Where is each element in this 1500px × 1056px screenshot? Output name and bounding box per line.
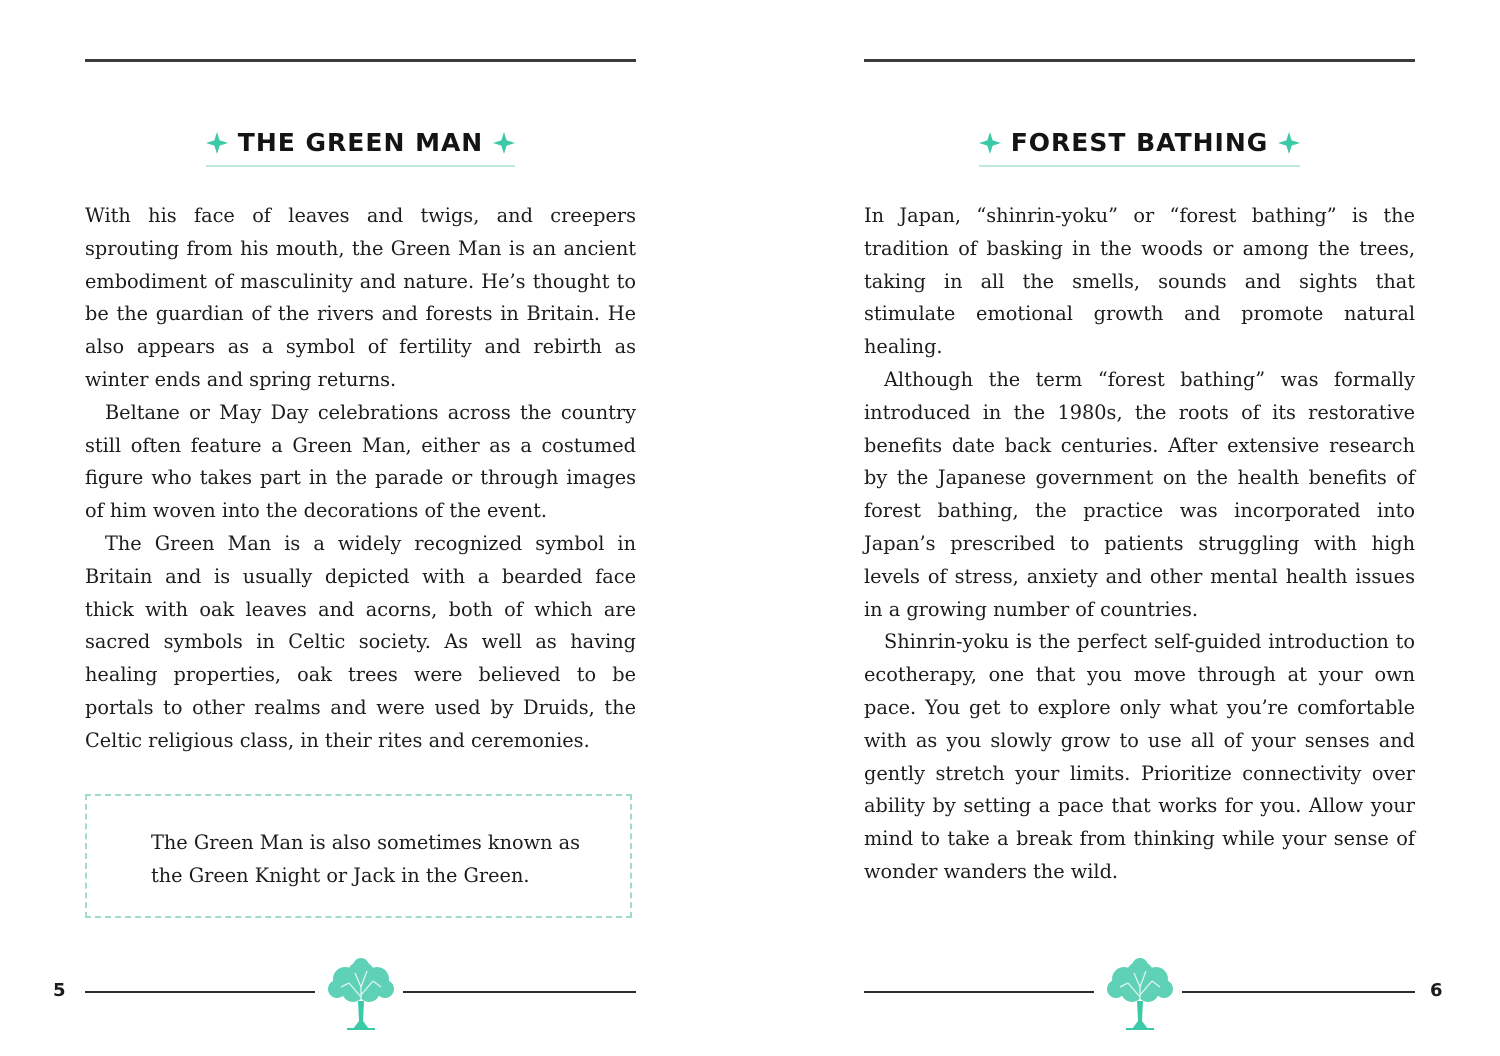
- paragraph: With his face of leaves and twigs, and creepers sprouting from his mouth, the Green Man is an ancient embodiment of masculinity and nature. He’s thought to be the guardian of the rivers and forests in Britain. He also appears as a symbol of fertility and rebirth as winter ends and spring returns.: [85, 204, 636, 391]
- footer-rule: [85, 991, 315, 993]
- tree-icon: [1104, 957, 1176, 1031]
- callout-box: [85, 794, 632, 918]
- top-rule: [85, 59, 636, 62]
- paragraph: Shinrin-yoku is the perfect self-guided introduction to ecotherapy, one that you move through at your own pace. You get to explore only what you’re comfortable with as you slowly grow to use all of your senses and gently stretch your limits. Prioritize connectivity over ability by setting a pace that works for you. Allow your mind to take a break from thinking while your sense of wonder wanders the wild.: [864, 630, 1415, 883]
- left-page: [53, 0, 636, 1056]
- right-page: [864, 0, 1443, 1056]
- tree-icon: [325, 957, 397, 1031]
- paragraph: Although the term “forest bathing” was formally introduced in the 1980s, the roots of its restorative benefits date back centuries. After extensive research by the Japanese government on the health benefits of forest bathing, the practice was incorporated into Japan’s prescribed to patients struggling with high levels of stress, anxiety and other mental health issues in a growing number of countries.: [864, 367, 1415, 621]
- four-point-star-icon: [493, 132, 515, 154]
- paragraph: In Japan, “shinrin-yoku” or “forest bathing” is the tradition of basking in the woods or among the trees, taking in all the smells, sounds and sights that stimulate emotional growth and promote natural healing.: [864, 204, 1415, 359]
- four-point-star-icon: [1278, 132, 1300, 154]
- footer-rule: [403, 991, 636, 993]
- four-point-star-icon: [979, 132, 1001, 154]
- paragraph: The Green Man is a widely recognized symbol in Britain and is usually depicted with a bearded face thick with oak leaves and acorns, both of which are sacred symbols in Celtic society. As well as having healing properties, oak trees were believed to be portals to other realms and were used by Druids, the Celtic religious class, in their rites and ceremonies.: [85, 531, 636, 752]
- four-point-star-icon: [206, 132, 228, 154]
- body-text: [85, 200, 636, 758]
- paragraph: Beltane or May Day celebrations across the country still often feature a Green Man, either as a costumed figure who takes part in the parade or through images of him woven into the decorations of the event.: [85, 400, 636, 523]
- heading-container: [85, 128, 636, 167]
- page-heading: [206, 128, 515, 167]
- page-title: THE GREEN MAN: [237, 128, 484, 157]
- page-title: FOREST BATHING: [1010, 128, 1269, 157]
- callout-text: The Green Man is also sometimes known as the Green Knight or Jack in the Green.: [151, 831, 581, 887]
- body-text: [864, 200, 1415, 889]
- heading-container: [864, 128, 1415, 167]
- footer-rule: [1182, 991, 1415, 993]
- page-number: 5: [53, 980, 66, 1001]
- top-rule: [864, 59, 1415, 62]
- footer-rule: [864, 991, 1094, 993]
- page-heading: [979, 128, 1301, 167]
- page-number: 6: [1430, 980, 1443, 1001]
